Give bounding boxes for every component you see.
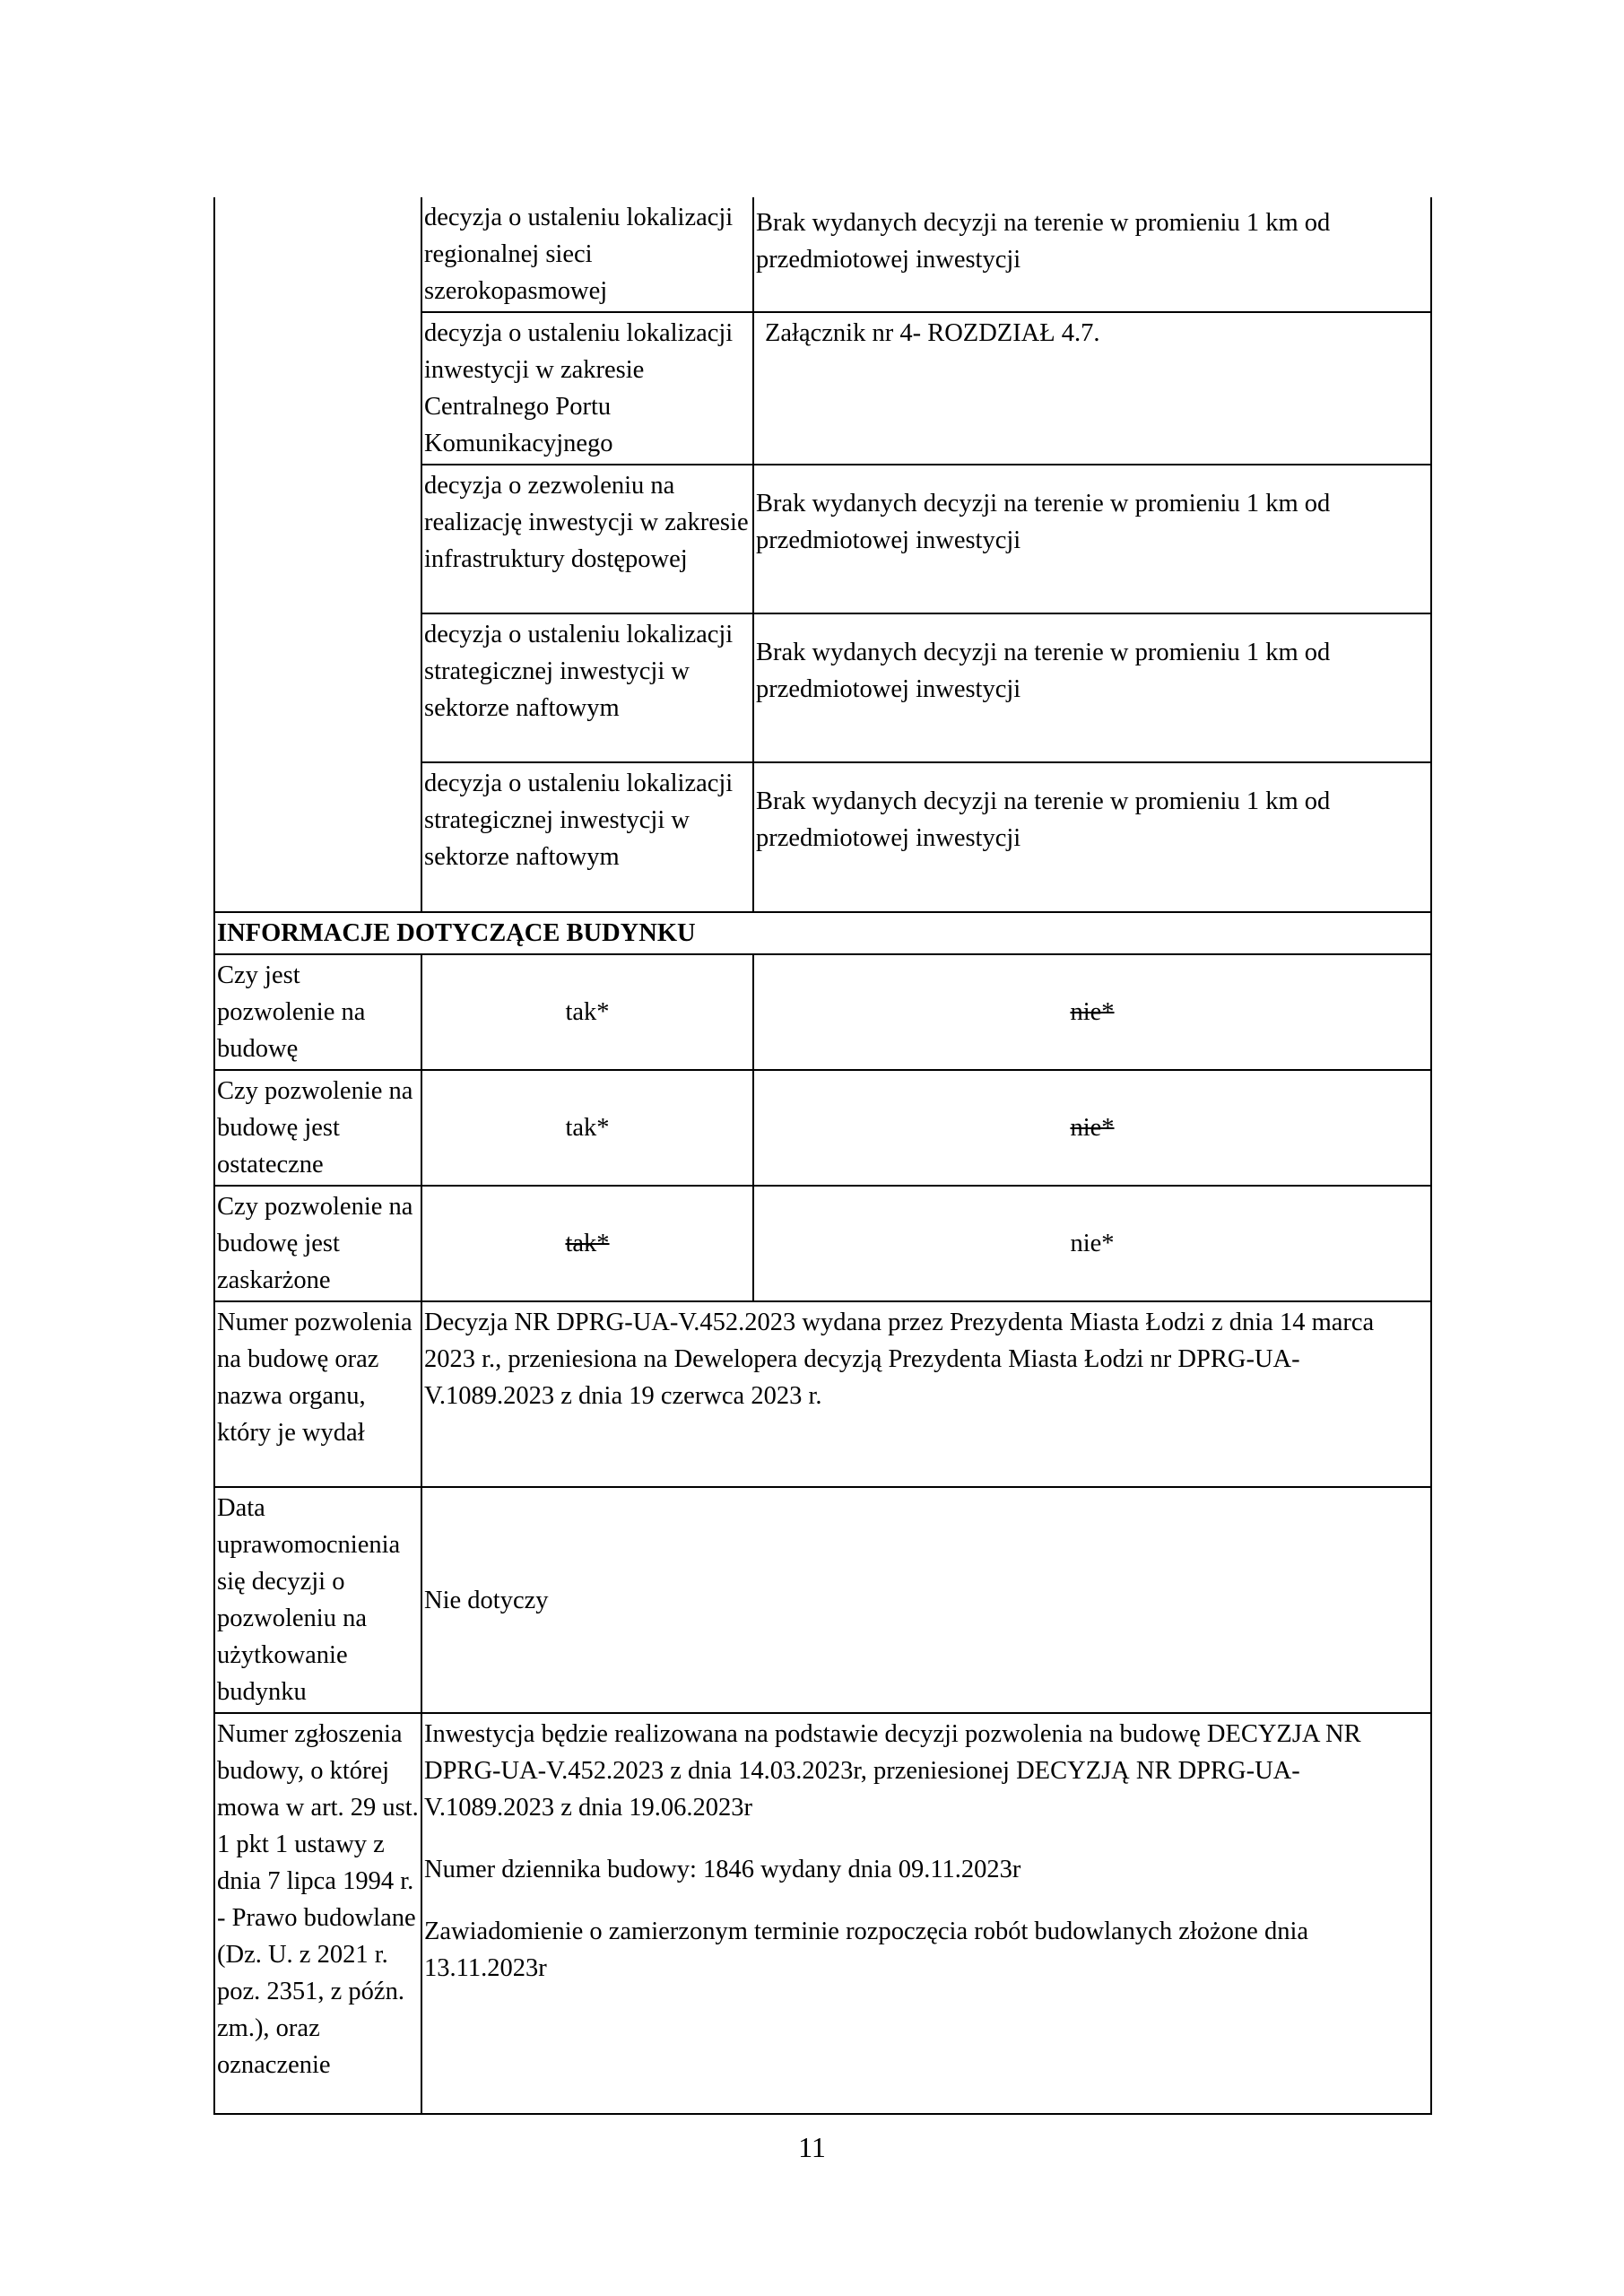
empty-cell [214, 613, 421, 762]
decision-row [214, 312, 1431, 465]
decision-label: decyzja o zezwoleniu na realizację inwestycji w zakresie infrastruktury dostępowej [421, 465, 753, 613]
decision-label: decyzja o ustaleniu lokalizacji strategicznej inwestycji w sektorze naftowym [421, 613, 753, 762]
decision-row [214, 762, 1431, 912]
construction-notice-row [214, 1713, 1431, 2114]
decision-value: Brak wydanych decyzji na terenie w promieniu 1 km od przedmiotowej inwestycji [753, 762, 1431, 912]
section-heading: INFORMACJE DOTYCZĄCE BUDYNKU [214, 912, 1431, 954]
section-heading-row [214, 912, 1431, 954]
yes-option: tak* [421, 954, 753, 1070]
decision-row [214, 465, 1431, 613]
decision-value: Brak wydanych decyzji na terenie w promieniu 1 km od przedmiotowej inwestycji [753, 613, 1431, 762]
yes-option-struck: tak* [421, 1186, 753, 1301]
empty-cell [214, 465, 421, 613]
no-option-struck: nie* [753, 1070, 1431, 1186]
no-option: nie* [753, 1186, 1431, 1301]
permit-number-value: Decyzja NR DPRG-UA-V.452.2023 wydana przez Prezydenta Miasta Łodzi z dnia 14 marca 2023 r., przeniesiona na Dewelopera decyzją Prezydenta Miasta Łodzi nr DPRG-UA-V.1089.2023 z dnia 19 czerwca 2023 r. [421, 1301, 1431, 1487]
decision-row [214, 197, 1431, 312]
construction-notice-paragraph: Zawiadomienie o zamierzonym terminie rozpoczęcia robót budowlanych złożone dnia 13.11.2023r [424, 1918, 1309, 1982]
yes-no-row [214, 1070, 1431, 1186]
yes-no-row [214, 1186, 1431, 1301]
construction-notice-paragraph: Inwestycja będzie realizowana na podstawie decyzji pozwolenia na budowę DECYZJA NR DPRG-UA-V.452.2023 z dnia 14.03.2023r, przeniesionej DECYZJĄ NR DPRG-UA-V.1089.2023 z dnia 19.06.2023r [424, 1720, 1361, 1822]
decision-label: decyzja o ustaleniu lokalizacji inwestycji w zakresie Centralnego Portu Komunikacyjnego [421, 312, 753, 465]
occupancy-date-label: Data uprawomocnienia się decyzji o pozwoleniu na użytkowanie budynku [214, 1487, 421, 1713]
decision-value: Brak wydanych decyzji na terenie w promieniu 1 km od przedmiotowej inwestycji [753, 197, 1431, 312]
construction-notice-value [421, 1713, 1431, 2114]
yes-no-row [214, 954, 1431, 1070]
construction-notice-paragraph: Numer dziennika budowy: 1846 wydany dnia 09.11.2023r [424, 1856, 1021, 1883]
question-label: Czy pozwolenie na budowę jest zaskarżone [214, 1186, 421, 1301]
page-number: 11 [798, 2131, 826, 2163]
question-label: Czy jest pozwolenie na budowę [214, 954, 421, 1070]
construction-notice-label: Numer zgłoszenia budowy, o której mowa w art. 29 ust. 1 pkt 1 ustawy z dnia 7 lipca 1994 r. - Prawo budowlane (Dz. U. z 2021 r. poz. 2351, z późn. zm.), oraz oznaczenie [214, 1713, 421, 2114]
decision-label: decyzja o ustaleniu lokalizacji strategicznej inwestycji w sektorze naftowym [421, 762, 753, 912]
occupancy-date-row [214, 1487, 1431, 1713]
permit-number-label: Numer pozwolenia na budowę oraz nazwa organu, który je wydał [214, 1301, 421, 1487]
no-option-struck: nie* [753, 954, 1431, 1070]
empty-cell [214, 197, 421, 312]
empty-cell [214, 762, 421, 912]
question-label: Czy pozwolenie na budowę jest ostateczne [214, 1070, 421, 1186]
decision-row [214, 613, 1431, 762]
permit-number-row [214, 1301, 1431, 1487]
yes-option: tak* [421, 1070, 753, 1186]
occupancy-date-value: Nie dotyczy [421, 1487, 1431, 1713]
empty-cell [214, 312, 421, 465]
decision-value: Załącznik nr 4- ROZDZIAŁ 4.7. [753, 312, 1431, 465]
document-table [213, 197, 1432, 2115]
decision-label: decyzja o ustaleniu lokalizacji regionalnej sieci szerokopasmowej [421, 197, 753, 312]
decision-value: Brak wydanych decyzji na terenie w promieniu 1 km od przedmiotowej inwestycji [753, 465, 1431, 613]
